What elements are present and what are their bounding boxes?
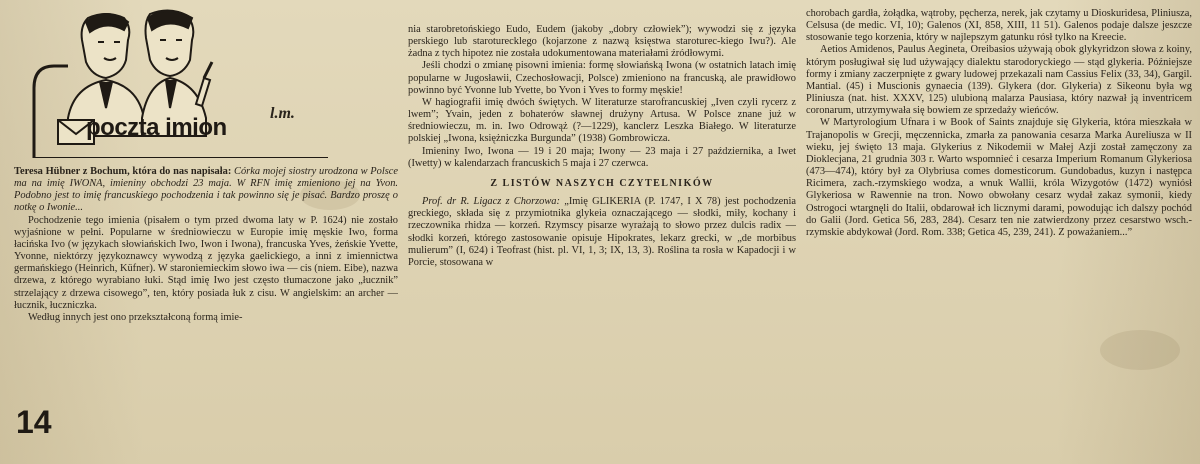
letter-author: Prof. dr R. Ligacz z Chorzowa: <box>422 196 560 208</box>
paragraph: Jeśli chodzi o zmianę pisowni imienia: formę słowiańską Iwona (w ostatnich latach imię popularne w Jugosławii, Czechosłowacji, Polsce) zmieniono na francuską, ale prawidłowo powinno być Yvonne lub Yvette, bo Yvon i Yves to formy męskie! <box>408 60 796 96</box>
paragraph: nia starobretońskiego Eudo, Eudem (jakoby „dobry człowiek”); wywodzi się z języka perskiego lub staroturecklego (kojarzone z nazwą księstwa staroturec-kiego Iwu?). Ale żadna z tych hipotez nie została udokumentowana materiałami źródłowymi. <box>408 24 796 60</box>
letter-quote: Córka mojej siostry urodzona w Polsce ma na imię IWONA, imieniny obchodzi 23 maja. W RFN imię zmieniono jej na Yvon. Podobno jest to imię francuskiego pochodzenia i tak powinno się je pisać. Bardzo proszę o notkę o Iwonie... <box>14 166 398 214</box>
paragraph: Według innych jest ono przekształconą formą imie- <box>28 311 243 323</box>
section-heading: Z LISTÓW NASZYCH CZYTELNIKÓW <box>490 177 714 189</box>
paragraph: W hagiografii imię dwóch świętych. W literaturze starofrancuskiej „Iven czyli rycerz z lwem”; Yvain, jeden z bohaterów sławnej drużyny Artusa. W Polsce znane już w średniowieczu, m. in. Iwo Odrowąż (?—1229), kanclerz Leszka Białego. W literaturze polskiej „Iwona, księżniczka Burgunda” (1938) Gombrowicza. <box>408 96 796 145</box>
paragraph: chorobach gardła, żołądka, wątroby, pęcherza, nerek, jak czytamy u Dioskuridesa, Pliniusza, Celsusa (de medic. VI, 10); Galenos (XI, 858, XIII, 11 51). Galenos podaje dalsze jeszcze stosowanie tego korzenia, który w najlepszym gatunku rósł tylko na Kreecie. <box>806 8 1192 44</box>
column-logo: poczta imion <box>86 114 227 141</box>
letter-text: „Imię GLIKERIA (P. 1747, I X 78) jest pochodzenia greckiego, składa się z przymiotnika glykeia oznaczającego — słodki, miły, kochany i rzeczownika rhidza — korzeń. Rzymscy pisarze wyrażają to słowo przez dulcis radix — słodki korzeń, którego zastosowanie opisuje Hipokrates, lekarz grecki, w „de morbibus mulierum” (I, 624) i Teofrast (hist. pl. VI, 1, 3; IX, 13, 3). Roślina ta rosła w Kapadocji i w Porcie, stosowana w <box>408 196 796 268</box>
page-number: 14 <box>16 404 52 440</box>
column-2 <box>408 24 796 458</box>
reader-letter <box>408 196 796 269</box>
paragraph: W Martyrologium Ufnara i w Book of Saints znajduje się Glykeria, która mieszkała w Trajanopolis w Grecji, męczennicka, zmarła za panowania cesarza Marka Aureliusza w II wieku, jej święto 13 maja. Glykerius z Nikodemii w Małej Azji został zamęczony za Dioklecjana, 21 grudnia 303 r. Warto wspomnieć i cesarza Imperium Romanum Glykeriosa (473—474), który był za Olybriusa comes domesticorum. Gundobadus, kuzyn i następca Ricimera, zach.-rzymskiego wodza, a wnuk Wallii, króla Wizygotów (1472) wyniósł Glykeriosa w Rawennie na tron. Nowo obwołany cesarz wydał zakaz symonii, kiedy Ostrogoci wtargnęli do Italii, obdarował ich licznymi darami, powodując ich dalszy pochód do Galii (Jord. Getica 56, 283, 284). Cesarz ten nie zatwierdzony przez cesarstwo wsch.-rzymskie abdykował (Jord. Rom. 338; Getica 45, 239, 241). Z poważaniem...” <box>806 117 1192 238</box>
author-initials: l.m. <box>270 105 295 122</box>
column-3 <box>806 8 1192 458</box>
paragraph: Imieniny Iwo, Iwona — 19 i 20 maja; Iwony — 23 maja i 27 października, a Iwet (Iwetty) w kalendarzach francuskich 5 maja i 27 czerwca. <box>408 145 796 169</box>
paragraph: Pochodzenie tego imienia (pisałem o tym przed dwoma laty w P. 1624) nie zostało wyjaśnione w pełni. Popularne w średniowieczu w Europie imię męskie Iwo, forma łacińska Ivo (w językach słowiańskich Iwo, Iwon i Iwona), francuska Yves, żeńskie Yvette, Yvonne, niektórzy językoznawcy wywodzą z języka gaelickiego, a inni z imiennictwa germańskiego (Heinrich, Küfner). W staroniemieckim słowo iwa — cis (niem. Eibe), nazwa drzewa, z którego wyrabiano łuki. Stąd imię Iwo jest często tłumaczone jako „łucznik” strzelający z drzewa cisowego”, ten, który posiada łuk z cisu. W angielskim: an archer — łucznik, łuczniczka. <box>14 214 398 311</box>
paragraph: Aetios Amidenos, Paulus Aegineta, Oreibasios używają obok glykyridzon słowa z koiny, którym posługiwał się lud używający dialektu starodoryckiego — stąd glykeria. Późniejsze formy i zmiany zaczerpnięte z gwary ludowej przekazali nam Cassius Felix (33, 34), Gargil. Mantial. (45) i Muscionis gynaecia (139). Glykera (dor. Glykeria) z Sikeonu była wg Pliniusza (nat. hist. XXXV, 125) ulubioną malarza Pausiasa, który nazwał ją inventricem coronarum, utrzymywała się bowiem ze sprzedaży wieńców. <box>806 44 1192 117</box>
letter-lead: Teresa Hübner z Bochum, która do nas napisała: <box>14 166 232 177</box>
masthead <box>14 8 398 164</box>
letter-intro <box>14 166 398 215</box>
column-1 <box>14 8 398 458</box>
